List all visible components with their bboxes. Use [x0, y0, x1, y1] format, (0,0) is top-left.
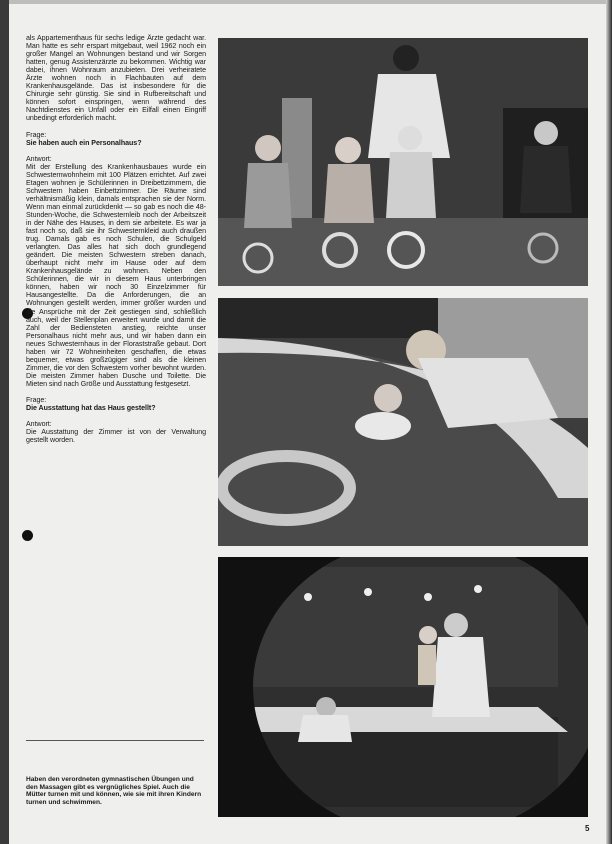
- answer-1-text: Mit der Erstellung des Krankenhausbaues wurde ein Schwesternwohnheim mit 100 Plätzen errichtet. Auf zwei Etagen wohnen je Schülerinnen in Dreibettzimmern, die Schwestern haben Einbettzimmer. Die Räume sind verhältnismäßig klein, damals entsprachen sie der Norm. Wenn man einmal zurückdenkt — so gab es noch die 48-Stunden-Woche, die Schwesternleib noch der Arbeitszeit in der Nähe des Hauses, in dem sie arbeitete. Es war ja fast noch so, daß sie ihr Schwesternkleid auch draußen trug. Damals gab es noch Schulen, die Schulgeld verlangten. Das alles hat sich doch grundlegend geändert. Die meisten Schwestern streben danach, überhaupt nicht mehr im Hause oder auf dem Krankenhausgelände zu wohnen. Neben den Schülerinnen, die wir in diesem Haus unterbringen können, haben wir noch 30 Einzelzimmer für Hausangestellte. Da die Anforderungen, die an Wohnungen gestellt werden, immer größer wurden und die Ansprüche mit der Zeit gestiegen sind, schließlich auch, weil der Stellenplan erweitert wurde und damit die Zahl der Bediensteten anstieg, reichte unser Personalhaus nicht mehr aus, und wir haben dann ein neues Schwesternhaus in der Floraststraße gebaut. Dort haben wir 72 Wohneinheiten geschaffen, die etwas bequemer, etwas großzügiger sind als die kleinen Zimmer, die vor den Schwestern vorher bewohnt wurden. Die meisten Zimmer haben Dusche und Toilette. Die Mieten sind nach Größe und Ausstattung festgesetzt.: [26, 162, 206, 388]
- answer-2-text: Die Ausstattung der Zimmer ist von der Verwaltung gestellt worden.: [26, 428, 206, 445]
- question-2-label: Frage:: [26, 395, 47, 404]
- photo-child-in-pool: [218, 298, 588, 546]
- page-number: 5: [585, 824, 590, 833]
- question-2-text: Die Ausstattung hat das Haus gestellt?: [26, 404, 156, 413]
- photo-pool-hall: [218, 557, 588, 817]
- question-1-label: Frage:: [26, 130, 47, 139]
- page-top-edge: [0, 0, 612, 4]
- page-left-edge: [0, 0, 9, 844]
- punch-hole-lower: [22, 530, 33, 541]
- answer-1-label: Antwort:: [26, 154, 52, 163]
- answer-2-label: Antwort:: [26, 420, 52, 429]
- photo-children-tricycles: [218, 38, 588, 286]
- caption-divider: [26, 740, 204, 741]
- article-text-column: [26, 34, 206, 444]
- intro-paragraph: als Appartementhaus für sechs ledige Ärzte gedacht war. Man hatte es sehr erspart mitgebaut, weil 1962 noch ein großer Mangel an Wohnungen bestand und wir Sorgen hatten, genug Assistenzärzte zu bekommen. Wichtig war dabei, ihnen Wohnraum anzubieten. Drei verheiratete Ärzte wohnen noch in Flachbauten auf dem Krankenhausgelände. Das ist insbesondere für die Chirurgie sehr günstig. Sie sind in Rufbereitschaft und können sofort einspringen, wenn während des Nachtdienstes ein Unfall oder ein Eilfall einen Eingriff unbedingt erforderlich macht.: [26, 34, 206, 123]
- question-1-text: Sie haben auch ein Personalhaus?: [26, 138, 142, 147]
- photo-caption: Haben den verordneten gymnastischen Übungen und den Massagen gibt es vergnügliches Spiel. Auch die Mütter turnen mit und können, wie sie mit ihren Kindern turnen und schwimmen.: [26, 776, 202, 806]
- page-right-edge: [606, 0, 612, 844]
